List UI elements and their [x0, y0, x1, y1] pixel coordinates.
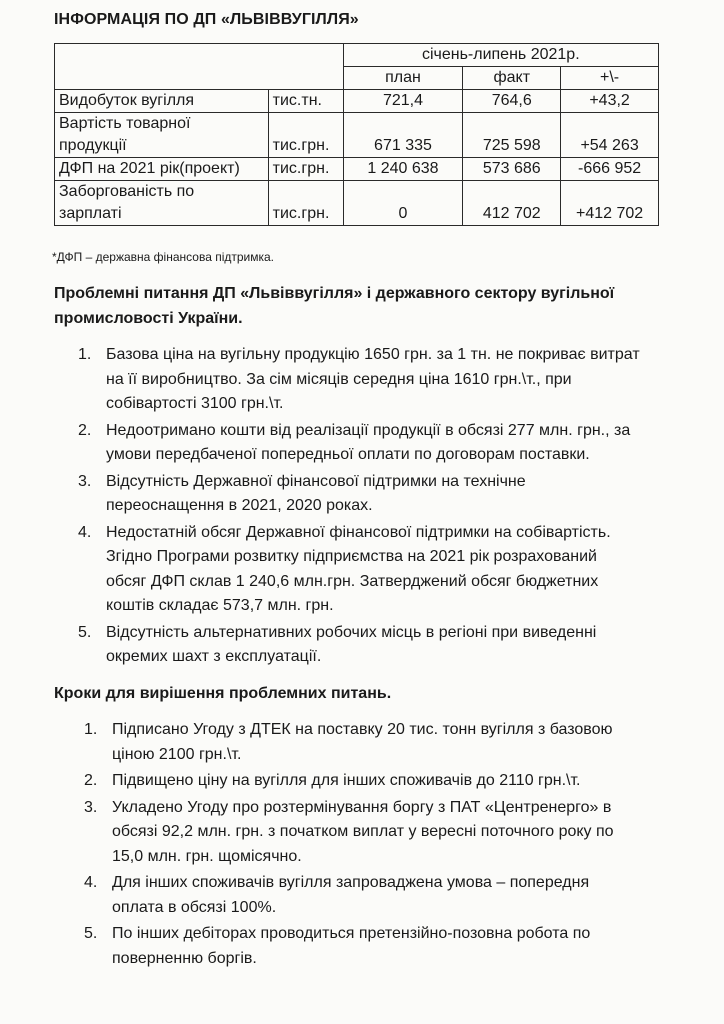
list-item [84, 871, 708, 920]
list-item-line: Базова ціна на вугільну продукцію 1650 грн. за 1 тн. не покриває витрат [106, 346, 640, 363]
list-item-number: 1. [84, 721, 98, 738]
list-item [84, 769, 708, 794]
list-item-line: Відсутність альтернативних робочих місць в регіоні при виведенні [106, 623, 597, 641]
list-item [78, 419, 708, 468]
list-item-number: 1. [78, 346, 92, 363]
row-name [55, 113, 269, 158]
header-plan: план [343, 67, 463, 90]
list-item-line: оплата в обсязі 100%. [112, 898, 277, 916]
row-plan: 671 335 [343, 113, 463, 158]
table-row [55, 158, 659, 181]
row-plan: 0 [343, 181, 463, 226]
list-item-line: Для інших споживачів вугілля запроваджена умова – попередня [112, 874, 590, 891]
table-row [55, 113, 659, 158]
list-item-line: Згідно Програми розвитку підприємства на 2021 рік розрахований [106, 548, 597, 565]
table-row [55, 90, 659, 113]
list-item-line: поверненню боргів. [112, 949, 257, 967]
row-fact: 725 598 [463, 113, 561, 158]
list-item [84, 796, 708, 870]
table-period-row [55, 44, 659, 67]
list-item-line: По інших дебіторах проводиться претензійно-позовна робота по [112, 925, 591, 942]
row-name: ДФП на 2021 рік(проект) [55, 158, 269, 181]
list-item-line: умови передбаченої попередньої оплати по договорам поставки. [106, 446, 590, 463]
list-item-line: обсяг ДФП склав 1 240,6 млн.грн. Затверджений обсяг бюджетних [106, 572, 599, 590]
header-fact: факт [463, 67, 561, 90]
list-item [84, 922, 708, 971]
row-plan: 1 240 638 [343, 158, 463, 181]
list-item-number: 4. [84, 874, 98, 891]
list-item-number: 5. [78, 623, 92, 641]
problems-heading-line: Проблемні питання ДП «Львіввугілля» і державного сектору вугільної [54, 285, 615, 302]
table-corner-cell [55, 44, 344, 90]
list-item [78, 521, 708, 619]
list-item-line: окремих шахт з експлуатації. [106, 648, 322, 665]
row-name-line: Заборгованість по [59, 183, 195, 200]
info-table [54, 43, 659, 226]
list-item-line: 15,0 млн. грн. щомісячно. [112, 847, 302, 865]
list-item [84, 718, 708, 767]
list-item-line: Недоотримано кошти від реалізації продукції в обсязі 277 млн. грн., за [106, 421, 631, 439]
steps-list [84, 718, 708, 973]
list-item-number: 3. [84, 798, 98, 816]
row-name: Видобуток вугілля [55, 90, 269, 113]
header-diff: +\- [561, 67, 659, 90]
list-item-line: собівартості 3100 грн.\т. [106, 395, 284, 412]
list-item-line: Підвищено ціну на вугілля для інших споживачів до 2110 грн.\т. [112, 772, 581, 789]
row-name-line: продукції [59, 137, 127, 154]
problems-heading-line: промисловості України. [54, 310, 243, 327]
row-fact: 412 702 [463, 181, 561, 226]
row-unit: тис.грн. [268, 113, 343, 158]
list-item-number: 4. [78, 523, 92, 541]
list-item-number: 2. [78, 421, 92, 439]
table-row [55, 181, 659, 226]
list-item-line: Недостатній обсяг Державної фінансової підтримки на собівартість. [106, 523, 611, 541]
row-unit: тис.грн. [268, 158, 343, 181]
list-item-line: Підписано Угоду з ДТЕК на поставку 20 тис. тонн вугілля з базовою [112, 721, 613, 738]
row-diff: +54 263 [561, 113, 659, 158]
table-period-header: січень-липень 2021р. [343, 44, 658, 67]
list-item-number: 3. [78, 472, 92, 490]
row-name-line: Вартість товарної [59, 115, 191, 132]
list-item-line: переоснащення в 2021, 2020 роках. [106, 497, 373, 514]
list-item-number: 5. [84, 925, 98, 942]
row-plan: 721,4 [343, 90, 463, 113]
row-name [55, 181, 269, 226]
row-unit: тис.тн. [268, 90, 343, 113]
footnote: *ДФП – державна фінансова підтримка. [52, 250, 275, 264]
row-name-line: зарплаті [59, 205, 122, 222]
steps-heading: Кроки для вирішення проблемних питань. [54, 685, 392, 702]
row-diff: -666 952 [561, 158, 659, 181]
list-item-line: Укладено Угоду про розтермінування боргу з ПАТ «Центренерго» в [112, 798, 612, 816]
problems-heading [54, 281, 674, 331]
list-item-line: коштів складає 573,7 млн. грн. [106, 597, 334, 614]
list-item-line: на її виробництво. За сім місяців середня ціна 1610 грн.\т., при [106, 370, 572, 388]
list-item-line: Відсутність Державної фінансової підтримки на технічне [106, 472, 526, 490]
row-diff: +43,2 [561, 90, 659, 113]
list-item-line: обсязі 92,2 млн. грн. з початком виплат у вересні поточного року по [112, 823, 614, 840]
document-title: ІНФОРМАЦІЯ ПО ДП «ЛЬВІВВУГІЛЛЯ» [54, 11, 359, 28]
row-fact: 573 686 [463, 158, 561, 181]
list-item [78, 343, 708, 417]
row-unit: тис.грн. [268, 181, 343, 226]
list-item-number: 2. [84, 772, 98, 789]
row-diff: +412 702 [561, 181, 659, 226]
list-item [78, 470, 708, 519]
list-item-line: ціною 2100 грн.\т. [112, 745, 242, 763]
problems-list [78, 343, 708, 672]
row-fact: 764,6 [463, 90, 561, 113]
list-item [78, 621, 708, 670]
